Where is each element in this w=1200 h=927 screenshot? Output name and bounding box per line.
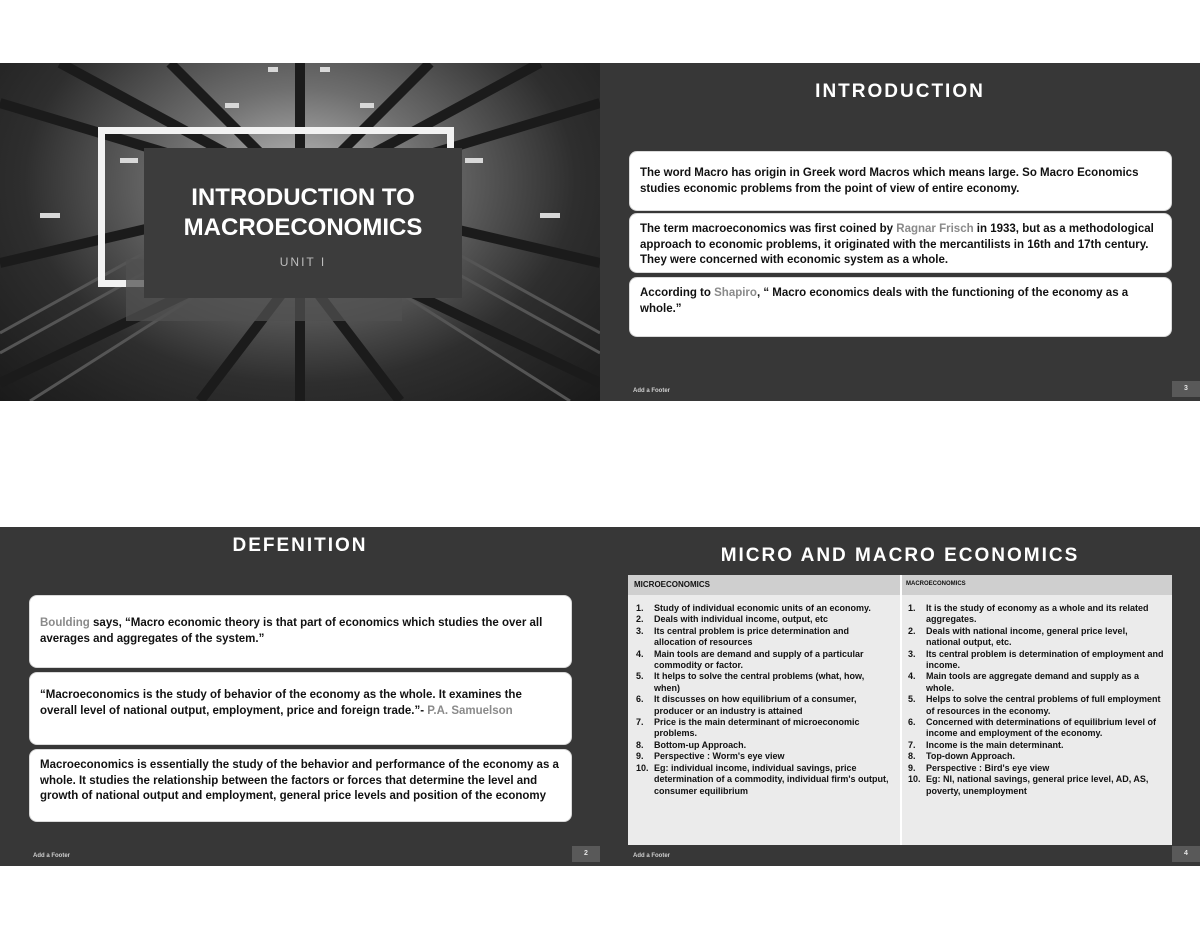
slide-footer: Add a Footer [33,853,70,859]
intro-card-2-text-b: in 1933, but as a methodological approach to economic problems, it originated with the mercantilists in 16th and 17th century. They were concerned with economic system as a whole. [640,223,1154,266]
list-item-text: Eg: individual income, individual savings, price determination of a commodity, individual firm's output, consumer equilibrium [654,762,889,796]
list-item-text: It discusses on how equilibrium of a consumer, producer or an industry is attained [654,694,857,716]
list-item [906,694,1164,717]
list-number: 2. [636,614,644,625]
intro-card-2 [629,213,1172,273]
list-number: 6. [908,717,916,728]
list-number: 6. [636,694,644,705]
list-item-text: It is the study of economy as a whole and its related aggregates. [926,603,1149,625]
list-number: 1. [636,603,644,613]
macro-column-header: MACROECONOMICS [906,581,966,587]
list-item [906,740,1164,751]
macro-list [906,603,1164,797]
list-number: 10. [636,762,649,773]
list-item [634,626,892,649]
definition-card-2-text: “Macroeconomics is the study of behavior of the economy as the whole. It examines the overall level of national output, employment, price and foreign trade.”- [40,689,522,717]
list-item [634,671,892,694]
column-divider [900,575,902,845]
list-item [634,751,892,762]
list-item [906,763,1164,774]
list-item-text: Bottom-up Approach. [654,739,747,750]
definition-card-3 [29,749,572,822]
list-item [634,649,892,672]
list-item-text: Perspective : Worm's eye view [654,751,785,762]
slide-footer: Add a Footer [633,853,670,859]
list-item-text: Deals with national income, general price level, national output, etc. [926,625,1128,648]
list-item-text: It helps to solve the central problems (what, how, when) [654,671,865,693]
list-number: 9. [908,762,916,773]
slide-footer: Add a Footer [633,388,670,394]
definition-card-1 [29,595,572,668]
presentation-title: INTRODUCTION TO MACROECONOMICS [183,184,423,241]
intro-card-3 [629,277,1172,337]
list-item [906,626,1164,649]
intro-card-3-text-b: , “ Macro economics deals with the functioning of the economy as a whole.” [640,287,1129,315]
definition-slide [0,527,600,866]
list-number: 5. [636,671,644,682]
list-item-text: Its central problem is price determination and allocation of resources [654,625,850,648]
comparison-table [628,575,1172,845]
list-item-text: Income is the main determinant. [926,739,1064,750]
list-number: 8. [636,739,644,750]
intro-card-1-text: The word Macro has origin in Greek word Macros which means large. So Macro Economics studies economic problems from the point of view of entire economy. [640,167,1139,195]
list-number: 10. [908,774,921,785]
list-item [906,774,1164,797]
micro-column-header: MICROECONOMICS [634,580,710,589]
list-item [906,671,1164,694]
list-item [634,694,892,717]
intro-card-3-text-a: According to [640,287,715,299]
slide-heading: MICRO AND MACRO ECONOMICS [720,545,1080,566]
list-item [634,717,892,740]
page-number: 4 [1172,846,1200,862]
list-number: 2. [908,625,916,636]
definition-card-1-text: says, “Macro economic theory is that part of economics which studies the over all averages and aggregates of the system.” [40,617,543,645]
list-number: 3. [636,625,644,636]
list-item-text: Study of individual economic units of an economy. [654,603,871,613]
title-slide [0,63,600,401]
intro-card-2-text-a: The term macroeconomics was first coined by [640,223,897,235]
list-item-text: Concerned with determinations of equilibrium level of income and employment of the economy. [926,717,1157,739]
list-item-text: Perspective : Bird's eye view [926,762,1050,773]
list-number: 9. [636,751,644,762]
list-item-text: Its central problem is determination of employment and income. [926,648,1164,671]
list-item [634,614,892,625]
ragnar-frisch-name: Ragnar Frisch [896,223,974,235]
list-number: 5. [908,694,916,705]
comparison-slide [600,527,1200,866]
presentation-subtitle: UNIT I [279,255,327,269]
list-number: 7. [636,717,644,728]
shapiro-name: Shapiro [714,287,757,299]
boulding-name: Boulding [40,617,90,629]
list-item-text: Helps to solve the central problems of full employment of resources in the economy. [926,694,1161,716]
list-item-text: Deals with individual income, output, etc [654,614,829,625]
list-item [906,751,1164,762]
slide-heading: INTRODUCTION [815,81,985,102]
list-number: 7. [908,739,916,750]
list-number: 1. [908,603,916,613]
list-number: 4. [908,671,916,682]
list-item-text: Main tools are demand and supply of a particular commodity or factor. [654,648,864,671]
list-item-text: Price is the main determinant of microeconomic problems. [654,717,860,739]
intro-card-1 [629,151,1172,211]
list-item [906,717,1164,740]
list-number: 3. [908,648,916,659]
list-number: 4. [636,648,644,659]
list-number: 8. [908,751,916,762]
list-item [906,603,1164,626]
list-item [634,763,892,797]
list-item [906,649,1164,672]
micro-list [634,603,892,797]
list-item-text: Main tools are aggregate demand and supply as a whole. [926,671,1140,693]
list-item-text: Eg: NI, national savings, general price level, AD, AS, poverty, unemployment [926,774,1149,796]
definition-card-2 [29,672,572,745]
samuelson-name: P.A. Samuelson [427,704,513,717]
definition-card-3-text: Macroeconomics is essentially the study of the behavior and performance of the economy as a whole. It studies the relationship between the factors or forces that determine the level and growth of national output and employment, general price levels and position of the economy [40,759,559,802]
list-item [634,603,892,614]
introduction-slide [600,63,1200,401]
list-item-text: Top-down Approach. [926,751,1015,762]
list-item [634,740,892,751]
slide-heading: DEFENITION [232,535,368,556]
page-number: 2 [572,846,600,862]
page-number: 3 [1172,381,1200,397]
